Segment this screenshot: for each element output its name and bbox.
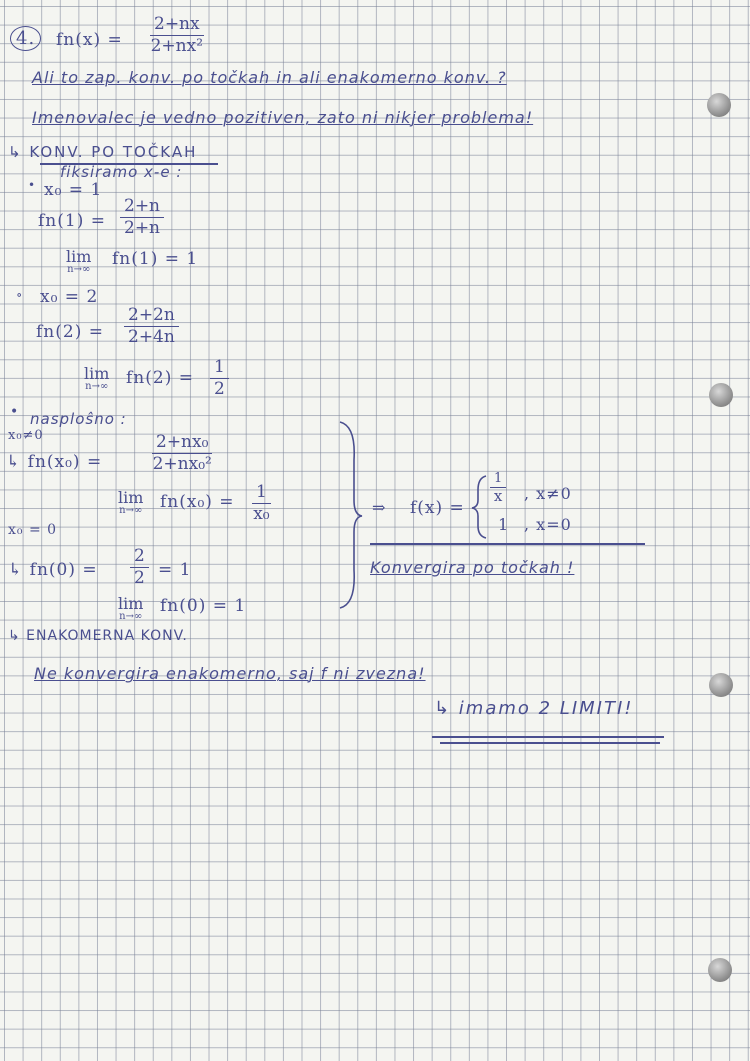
case4-lim xyxy=(118,596,143,622)
case4-lim-sub: n→∞ xyxy=(119,611,143,622)
problem-fraction-numerator: 2+nx xyxy=(150,14,204,36)
case1-fraction xyxy=(120,196,164,238)
punch-hole-3 xyxy=(709,673,733,697)
result-row1-fraction xyxy=(490,472,506,504)
problem-number: 4. xyxy=(10,26,41,51)
result-arrow: ⇒ xyxy=(372,498,387,517)
case1-lim xyxy=(66,249,91,275)
case4-numerator: 2 xyxy=(130,546,149,568)
case2-result-numerator: 1 xyxy=(210,357,229,379)
note-text: Imenovalec je vedno pozitiven, zato ni nikjer problema! xyxy=(32,108,534,127)
case4-denominator: 2 xyxy=(134,568,145,588)
case1-fn-label: fn(1) = xyxy=(38,211,106,231)
case2-result-fraction xyxy=(210,357,229,399)
case2-x0: x₀ = 2 xyxy=(40,287,99,307)
case2-numerator: 2+2n xyxy=(124,305,179,327)
result-row1-condition: , x≠0 xyxy=(524,484,572,503)
case3-lim-word: lim xyxy=(118,488,144,507)
section2-text: Ne konvergira enakomerno, saj f ni zvezna! xyxy=(34,664,426,683)
case4-lim-expr: fn(0) = 1 xyxy=(160,596,247,616)
case4-fn-label: ↳ fn(0) = xyxy=(8,560,98,580)
final-underline-1 xyxy=(432,736,664,738)
case2-lim-sub: n→∞ xyxy=(85,381,109,392)
case2-result-denominator: 2 xyxy=(214,379,225,399)
result-row1-numerator: 1 xyxy=(490,472,506,488)
problem-fn-label: fn(x) = xyxy=(56,30,123,50)
case3-fraction xyxy=(152,432,212,474)
result-f-label: f(x) = xyxy=(410,498,465,518)
case1-bullet: • xyxy=(28,178,37,192)
result-conclusion: Konvergira po točkah ! xyxy=(370,558,575,577)
result-underline xyxy=(370,543,645,545)
case2-lim-expr: fn(2) = xyxy=(126,368,194,388)
case3-result-fraction xyxy=(252,482,271,524)
case3-bullet: • xyxy=(10,404,20,420)
case1-lim-expr: fn(1) = 1 xyxy=(112,249,199,269)
case3-result-denominator: x₀ xyxy=(253,504,270,524)
case1-x0: x₀ = 1 xyxy=(44,180,103,200)
punch-hole-4 xyxy=(708,958,732,982)
case3-lim-sub: n→∞ xyxy=(119,505,143,516)
case2-lim xyxy=(84,366,109,392)
section2-heading: ↳ ENAKOMERNA KONV. xyxy=(8,628,188,644)
result-row1-denominator: x xyxy=(493,487,503,505)
piecewise-brace-icon xyxy=(470,474,490,540)
case2-denominator: 2+4n xyxy=(128,327,175,347)
punch-hole-1 xyxy=(707,93,731,117)
case1-lim-word: lim xyxy=(66,247,92,266)
problem-fraction xyxy=(150,14,204,56)
case3-denominator: 2+nx₀² xyxy=(152,454,212,474)
result-row2-condition: , x=0 xyxy=(524,515,572,534)
case3-numerator: 2+nx₀ xyxy=(152,432,212,454)
section1-subheading: fiksiramo x-e : xyxy=(60,163,183,181)
case3-condition: x₀≠0 xyxy=(8,428,44,443)
case2-fn-label: fn(2) = xyxy=(36,322,104,342)
case2-lim-word: lim xyxy=(84,364,110,383)
result-row2-value: 1 xyxy=(498,515,510,534)
case3-lim-expr: fn(x₀) = xyxy=(160,492,235,512)
case1-numerator: 2+n xyxy=(120,196,164,218)
section1-heading: ↳ KONV. PO TOČKAH xyxy=(8,143,198,161)
case3-result-numerator: 1 xyxy=(252,482,271,504)
question-text: Ali to zap. konv. po točkah in ali enakomerno konv. ? xyxy=(32,68,507,87)
case3-label: nasploŝno : xyxy=(30,410,127,428)
section2-final: ↳ imamo 2 LIMITI! xyxy=(434,698,634,719)
case1-lim-sub: n→∞ xyxy=(67,264,91,275)
case2-bullet: ∘ xyxy=(16,288,24,303)
brace-icon xyxy=(336,420,366,610)
problem-fraction-denominator: 2+nx² xyxy=(150,36,204,56)
case2-fraction xyxy=(124,305,179,347)
case4-condition: x₀ = 0 xyxy=(8,522,58,538)
punch-hole-2 xyxy=(709,383,733,407)
case3-lim xyxy=(118,490,143,516)
final-underline-2 xyxy=(440,742,660,744)
case3-fn-label: ↳ fn(x₀) = xyxy=(6,452,103,472)
case4-fraction xyxy=(130,546,149,588)
case4-after: = 1 xyxy=(158,560,192,580)
case1-denominator: 2+n xyxy=(124,218,161,238)
case4-lim-word: lim xyxy=(118,594,144,613)
